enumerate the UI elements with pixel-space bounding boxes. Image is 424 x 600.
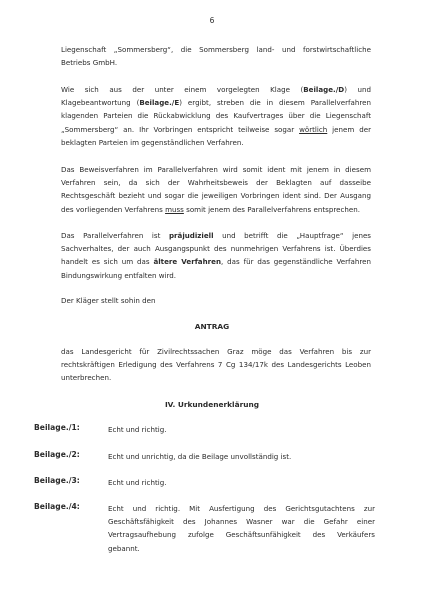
beilage-text: Echt und unrichtig, da die Beilage unvollständig ist. — [108, 452, 292, 461]
text-line: Der Kläger stellt sohin den — [61, 296, 156, 305]
paragraph-praejudiziell — [61, 229, 371, 282]
text-line: Sachverhaltes, der auch Ausgangspunkt des nunmehrigen Verfahrens ist. Überdies — [61, 244, 371, 254]
paragraph-beweisverfahren — [61, 163, 371, 216]
text-line: beklagten Parteien im gegenständlichen Verfahren. — [61, 137, 244, 147]
text-line: Klagebeantwortung (Beilage./E) ergibt, streben die in diesem Parallelverfahren — [61, 98, 371, 108]
text-line: des vorliegenden Verfahrens muss somit jenem des Parallelverfahrens entsprechen. — [61, 204, 360, 214]
beilage-label: Beilage./4: — [34, 502, 80, 511]
text-line: Das Parallelverfahren ist präjudiziell und betrifft die „Hauptfrage“ jenes — [61, 231, 371, 240]
underlined-word: muss — [165, 204, 184, 214]
beilage-label: Beilage./2: — [34, 450, 80, 459]
text-line: handelt es sich um das ältere Verfahren, das für das gegenständliche Verfahren — [61, 257, 371, 267]
page-number: 6 — [209, 16, 215, 25]
bold-term: ältere Verfahren — [153, 257, 221, 267]
antrag-heading: ANTRAG — [194, 322, 230, 331]
beilage-e-reference: Beilage./E — [139, 98, 180, 108]
text-line: Rechtsgeschäft bezieht und sogar die jeweiligen Vorbringen ident sind. Der Ausgang — [61, 191, 371, 201]
beilage-text: Echt und richtig. — [108, 425, 167, 434]
text-line: „Sommersberg“ an. Ihr Vorbringen entspricht teilweise sogar wörtlich jenem der — [61, 124, 371, 134]
paragraph-liegenschaft — [61, 43, 371, 69]
text-line: klagenden Parteien die Rückabwicklung des Kaufvertrages über die Liegenschaft — [61, 111, 371, 121]
text-line: Verfahren sein, da sich der Wahrheitsbeweis der Beklagten auf dasseibe — [61, 178, 371, 188]
text-line: rechtskräftigen Erledigung des Verfahrens 7 Cg 134/17k des Landesgerichts Leoben — [61, 360, 371, 370]
paragraph-klaeger-stellt — [61, 294, 371, 307]
paragraph-klage — [61, 83, 371, 149]
paragraph-antrag — [61, 345, 371, 385]
text-line: Liegenschaft „Sommersberg“, die Sommersberg land- und forstwirtschaftliche — [61, 45, 371, 54]
text-line: das Landesgericht für Zivilrechtssachen Graz möge das Verfahren bis zur — [61, 347, 371, 356]
text-line: Das Beweisverfahren im Parallelverfahren wird somit ident mit jenem in diesem — [61, 165, 371, 174]
beilage-label: Beilage./1: — [34, 423, 80, 432]
beilage-label: Beilage./3: — [34, 476, 80, 485]
bold-term: präjudiziell — [168, 231, 214, 240]
text-line: Wie sich aus der unter einem vorgelegten Klage (Beilage./D) und — [61, 85, 371, 94]
underlined-word: wörtlich — [299, 124, 328, 134]
beilage-d-reference: Beilage./D — [303, 85, 345, 94]
section-heading: IV. Urkundenerklärung — [164, 400, 260, 409]
text-line: Betriebs GmbH. — [61, 58, 118, 68]
beilage-text: Echt und richtig. Mit Ausfertigung des Gerichtsgutachtens zur Geschäftsfähigkeit des Johannes Wasner war die Gefahr einer Vertragsaufhebung zufolge Geschäftsunfähigkeit des Verkäufers gebannt. — [108, 504, 375, 553]
beilage-text: Echt und richtig. — [108, 478, 167, 487]
text-line: Bindungswirkung entfalten wird. — [61, 270, 177, 280]
text-line: unterbrechen. — [61, 373, 112, 383]
